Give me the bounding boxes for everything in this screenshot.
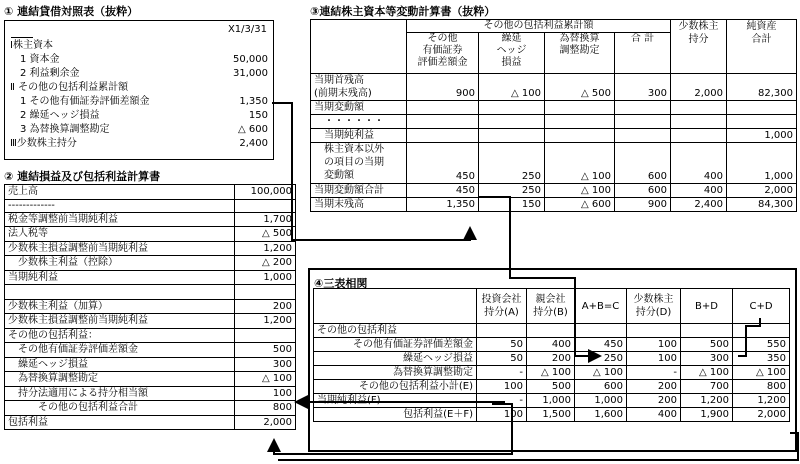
income-value: △ 100 bbox=[235, 372, 296, 387]
income-label: その他有価証券評価差額金 bbox=[5, 343, 235, 358]
correlation-col-header: 少数株主 持分(D) bbox=[627, 289, 681, 324]
correlation-col-header: B+D bbox=[681, 289, 733, 324]
equity-row-label: 当期変動額 bbox=[311, 101, 407, 115]
correlation-cell: 100 bbox=[627, 338, 681, 352]
income-label: その他の包括利益： bbox=[5, 328, 235, 343]
income-label: 少数株主利益（加算） bbox=[5, 299, 235, 314]
equity-cell: 84,300 bbox=[727, 198, 797, 212]
income-row bbox=[5, 415, 296, 430]
income-label: 少数株主損益調整前当期純利益 bbox=[5, 241, 235, 256]
equity-cell: 2,000 bbox=[727, 184, 797, 198]
equity-cell bbox=[727, 115, 797, 129]
income-label bbox=[5, 285, 235, 300]
correlation-cell: 1,600 bbox=[575, 408, 627, 422]
equity-cell: △ 500 bbox=[545, 74, 615, 101]
income-value: 300 bbox=[235, 357, 296, 372]
correlation-header-blank bbox=[314, 289, 477, 324]
equity-cell: 1,000 bbox=[727, 143, 797, 184]
equity-cell: 1,000 bbox=[727, 129, 797, 143]
income-row bbox=[5, 401, 296, 416]
income-value: 500 bbox=[235, 343, 296, 358]
balance-sheet-value bbox=[203, 39, 271, 53]
correlation-cell: △ 100 bbox=[681, 366, 733, 380]
balance-sheet-row bbox=[7, 39, 271, 53]
correlation-row-label: その他有価証券評価差額金 bbox=[314, 338, 477, 352]
equity-cell bbox=[479, 101, 545, 115]
income-label: 法人税等 bbox=[5, 227, 235, 242]
correlation-cell: 100 bbox=[477, 380, 527, 394]
equity-row-label: 当期純利益 bbox=[311, 129, 407, 143]
income-value: 100 bbox=[235, 386, 296, 401]
correlation-cell: 50 bbox=[477, 338, 527, 352]
equity-cell: 250 bbox=[479, 143, 545, 184]
correlation-cell: △ 100 bbox=[527, 366, 575, 380]
balance-sheet-row bbox=[7, 123, 271, 137]
income-row bbox=[5, 328, 296, 343]
income-label: その他の包括利益合計 bbox=[5, 401, 235, 416]
correlation-row bbox=[314, 394, 790, 408]
correlation-cell: 1,200 bbox=[733, 394, 790, 408]
correlation-row-label: 為替換算調整勘定 bbox=[314, 366, 477, 380]
equity-row-label: ・・・・・・ bbox=[311, 115, 407, 129]
correlation-cell: 600 bbox=[575, 380, 627, 394]
income-row bbox=[5, 386, 296, 401]
balance-sheet-value: 2,400 bbox=[239, 138, 268, 149]
income-label: 少数株主利益（控除） bbox=[5, 256, 235, 271]
balance-sheet-label: Ⅰ株主資本 bbox=[10, 40, 53, 51]
equity-cell: 82,300 bbox=[727, 74, 797, 101]
correlation-col-header: C+D bbox=[733, 289, 790, 324]
correlation-row bbox=[314, 338, 790, 352]
income-statement-title: ② 連結損益及び包括利益計算書 bbox=[4, 170, 161, 183]
correlation-cell: 500 bbox=[681, 338, 733, 352]
equity-header-blank bbox=[311, 20, 407, 74]
correlation-row bbox=[314, 352, 790, 366]
divider bbox=[11, 37, 33, 38]
equity-cell bbox=[545, 101, 615, 115]
balance-sheet-row bbox=[7, 53, 271, 67]
balance-sheet-table bbox=[7, 39, 271, 151]
correlation-row-label: その他の包括利益 bbox=[314, 324, 477, 338]
equity-cell bbox=[671, 129, 727, 143]
income-label: 当期純利益 bbox=[5, 270, 235, 285]
correlation-row bbox=[314, 380, 790, 394]
correlation-cell: 1,200 bbox=[681, 394, 733, 408]
correlation-cell: - bbox=[627, 366, 681, 380]
correlation-cell bbox=[681, 324, 733, 338]
correlation-cell: 450 bbox=[575, 338, 627, 352]
correlation-row-label: その他の包括利益小計(E) bbox=[314, 380, 477, 394]
correlation-cell: 250 bbox=[575, 352, 627, 366]
correlation-cell: 200 bbox=[527, 352, 575, 366]
income-label: 少数株主損益調整前当期純利益 bbox=[5, 314, 235, 329]
correlation-cell: 100 bbox=[477, 408, 527, 422]
equity-col-header: 繰延 ヘッジ 損益 bbox=[479, 33, 545, 74]
equity-cell bbox=[479, 115, 545, 129]
income-value bbox=[235, 285, 296, 300]
equity-row bbox=[311, 184, 797, 198]
equity-row-label: 当期末残高 bbox=[311, 198, 407, 212]
correlation-cell: △ 100 bbox=[733, 366, 790, 380]
equity-row-label: 当期変動額合計 bbox=[311, 184, 407, 198]
equity-cell bbox=[671, 115, 727, 129]
income-row bbox=[5, 270, 296, 285]
correlation-cell: 50 bbox=[477, 352, 527, 366]
oci-group-header: その他の包括利益累計額 bbox=[407, 20, 671, 33]
income-row bbox=[5, 185, 296, 200]
equity-cell bbox=[545, 115, 615, 129]
income-label: 繰延ヘッジ損益 bbox=[5, 357, 235, 372]
correlation-col-header: A+B=C bbox=[575, 289, 627, 324]
income-row bbox=[5, 285, 296, 300]
equity-cell bbox=[615, 101, 671, 115]
equity-row-label: 株主資本以外 の項目の当期 変動額 bbox=[311, 143, 407, 184]
income-row bbox=[5, 199, 296, 212]
correlation-row-label: 当期純利益(F) bbox=[314, 394, 477, 408]
correlation-cell: 200 bbox=[627, 380, 681, 394]
correlation-cell: 1,900 bbox=[681, 408, 733, 422]
equity-row bbox=[311, 74, 797, 101]
equity-row bbox=[311, 115, 797, 129]
correlation-cell bbox=[527, 324, 575, 338]
correlation-cell: - bbox=[477, 366, 527, 380]
equity-cell bbox=[727, 101, 797, 115]
equity-cell: △ 600 bbox=[545, 198, 615, 212]
balance-sheet-value: 31,000 bbox=[233, 68, 268, 79]
balance-sheet-value: △ 600 bbox=[238, 124, 268, 135]
equity-cell: 600 bbox=[615, 143, 671, 184]
income-label: 持分法適用による持分相当額 bbox=[5, 386, 235, 401]
income-value: 100,000 bbox=[235, 185, 296, 200]
balance-sheet-label: 3 為替換算調整勘定 bbox=[10, 124, 110, 135]
balance-sheet-row bbox=[7, 95, 271, 109]
balance-sheet-label: Ⅲ少数株主持分 bbox=[10, 138, 77, 149]
equity-cell: 300 bbox=[615, 74, 671, 101]
income-label: ------------- bbox=[5, 199, 235, 212]
correlation-cell: 2,000 bbox=[733, 408, 790, 422]
equity-cell: 450 bbox=[407, 184, 479, 198]
correlation-row bbox=[314, 366, 790, 380]
equity-cell bbox=[615, 115, 671, 129]
income-label: 為替換算調整勘定 bbox=[5, 372, 235, 387]
income-value bbox=[235, 328, 296, 343]
correlation-cell: 350 bbox=[733, 352, 790, 366]
equity-cell: 400 bbox=[671, 143, 727, 184]
correlation-row-label: 繰延ヘッジ損益 bbox=[314, 352, 477, 366]
income-statement-table bbox=[4, 184, 296, 430]
income-row bbox=[5, 343, 296, 358]
balance-sheet-date: X1/3/31 bbox=[227, 24, 267, 35]
equity-col-header: 為替換算 調整勘定 bbox=[545, 33, 615, 74]
equity-col-header-minority: 少数株主 持分 bbox=[671, 20, 727, 74]
equity-cell bbox=[615, 129, 671, 143]
equity-cell: 150 bbox=[479, 198, 545, 212]
income-label: 包括利益 bbox=[5, 415, 235, 430]
equity-cell: 2,000 bbox=[671, 74, 727, 101]
correlation-col-header: 投資会社 持分(A) bbox=[477, 289, 527, 324]
income-value: △ 500 bbox=[235, 227, 296, 242]
equity-cell bbox=[407, 101, 479, 115]
correlation-cell: 100 bbox=[627, 352, 681, 366]
income-value: 1,700 bbox=[235, 212, 296, 227]
income-value: 2,000 bbox=[235, 415, 296, 430]
equity-cell: △ 100 bbox=[545, 184, 615, 198]
correlation-cell bbox=[575, 324, 627, 338]
equity-cell bbox=[407, 115, 479, 129]
balance-sheet-label: 1 資本金 bbox=[10, 54, 60, 65]
equity-cell: 250 bbox=[479, 184, 545, 198]
equity-col-header: その他 有価証券 評価差額金 bbox=[407, 33, 479, 74]
income-value bbox=[235, 199, 296, 212]
equity-cell bbox=[671, 101, 727, 115]
correlation-cell: △ 100 bbox=[575, 366, 627, 380]
balance-sheet-title: ① 連結貸借対照表（抜粋） bbox=[4, 5, 139, 18]
equity-cell: △ 100 bbox=[545, 143, 615, 184]
equity-col-header-net-assets: 純資産 合計 bbox=[727, 20, 797, 74]
equity-cell: 900 bbox=[615, 198, 671, 212]
income-value: 200 bbox=[235, 299, 296, 314]
income-row bbox=[5, 241, 296, 256]
equity-cell bbox=[407, 129, 479, 143]
income-value: 1,000 bbox=[235, 270, 296, 285]
correlation-cell: 300 bbox=[681, 352, 733, 366]
equity-cell: 450 bbox=[407, 143, 479, 184]
correlation-cell: 400 bbox=[627, 408, 681, 422]
equity-row bbox=[311, 198, 797, 212]
equity-statement-title: ③連結株主資本等変動計算書（抜粋） bbox=[310, 5, 496, 18]
income-row bbox=[5, 357, 296, 372]
correlation-cell: 500 bbox=[527, 380, 575, 394]
equity-cell bbox=[479, 129, 545, 143]
income-row bbox=[5, 372, 296, 387]
correlation-cell: 550 bbox=[733, 338, 790, 352]
equity-cell: 1,350 bbox=[407, 198, 479, 212]
equity-statement-table bbox=[310, 19, 797, 212]
correlation-table bbox=[313, 288, 790, 422]
equity-row bbox=[311, 129, 797, 143]
income-value: 1,200 bbox=[235, 314, 296, 329]
income-value: 1,200 bbox=[235, 241, 296, 256]
balance-sheet-label: Ⅱ その他の包括利益累計額 bbox=[10, 82, 129, 93]
correlation-cell: 1,000 bbox=[575, 394, 627, 408]
correlation-row bbox=[314, 324, 790, 338]
correlation-cell: 1,500 bbox=[527, 408, 575, 422]
equity-row-label: 当期首残高 (前期末残高) bbox=[311, 74, 407, 101]
correlation-cell: 400 bbox=[527, 338, 575, 352]
correlation-cell: 800 bbox=[733, 380, 790, 394]
equity-row bbox=[311, 143, 797, 184]
correlation-title: ④三表相関 bbox=[314, 277, 368, 290]
balance-sheet-row bbox=[7, 81, 271, 95]
income-row bbox=[5, 299, 296, 314]
correlation-cell: 200 bbox=[627, 394, 681, 408]
balance-sheet-value: 150 bbox=[248, 110, 268, 121]
correlation-row bbox=[314, 408, 790, 422]
balance-sheet-row bbox=[7, 67, 271, 81]
correlation-cell bbox=[733, 324, 790, 338]
income-row bbox=[5, 227, 296, 242]
equity-cell: △ 100 bbox=[479, 74, 545, 101]
equity-cell: 2,400 bbox=[671, 198, 727, 212]
correlation-row-label: 包括利益(E＋F) bbox=[314, 408, 477, 422]
balance-sheet-value: 50,000 bbox=[233, 54, 268, 65]
income-label: 売上高 bbox=[5, 185, 235, 200]
correlation-cell: 1,000 bbox=[527, 394, 575, 408]
balance-sheet-label: 2 繰延ヘッジ損益 bbox=[10, 110, 100, 121]
equity-cell: 400 bbox=[671, 184, 727, 198]
correlation-cell bbox=[627, 324, 681, 338]
correlation-cell: - bbox=[477, 394, 527, 408]
balance-sheet-label: 1 その他有価証券評価差額金 bbox=[10, 96, 150, 107]
correlation-col-header: 親会社 持分(B) bbox=[527, 289, 575, 324]
balance-sheet-label: 2 利益剰余金 bbox=[10, 68, 80, 79]
equity-cell: 600 bbox=[615, 184, 671, 198]
balance-sheet-box bbox=[4, 20, 274, 160]
correlation-cell bbox=[477, 324, 527, 338]
income-value: 800 bbox=[235, 401, 296, 416]
correlation-cell: 700 bbox=[681, 380, 733, 394]
income-row bbox=[5, 256, 296, 271]
income-value: △ 200 bbox=[235, 256, 296, 271]
income-row bbox=[5, 212, 296, 227]
balance-sheet-row bbox=[7, 109, 271, 123]
balance-sheet-value: 1,350 bbox=[239, 96, 268, 107]
equity-col-header: 合 計 bbox=[615, 33, 671, 74]
balance-sheet-row bbox=[7, 137, 271, 151]
equity-cell bbox=[545, 129, 615, 143]
equity-cell: 900 bbox=[407, 74, 479, 101]
income-label: 税金等調整前当期純利益 bbox=[5, 212, 235, 227]
equity-row bbox=[311, 101, 797, 115]
income-row bbox=[5, 314, 296, 329]
balance-sheet-value bbox=[203, 81, 271, 95]
